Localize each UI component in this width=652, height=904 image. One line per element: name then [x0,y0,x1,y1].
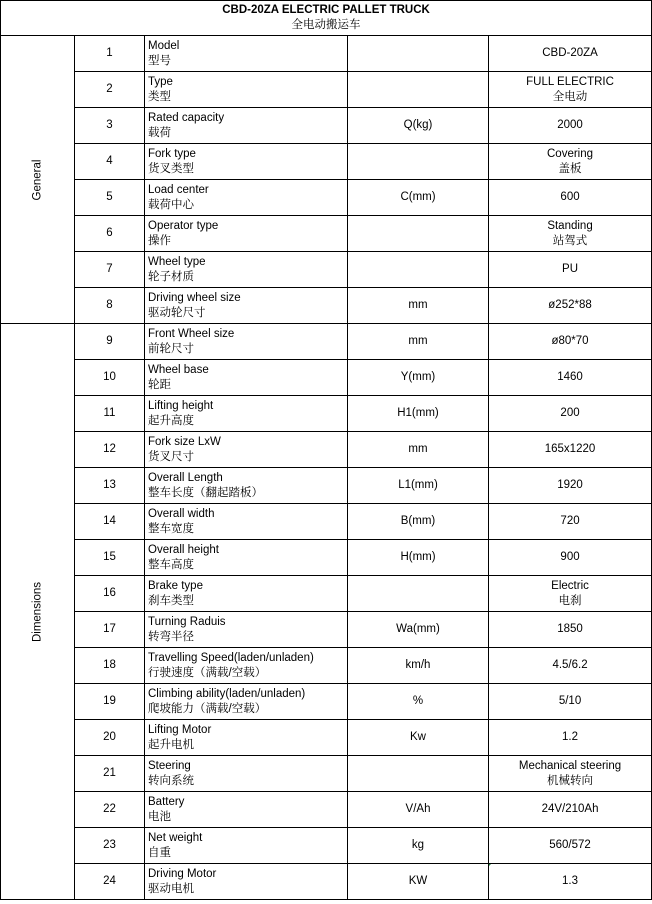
parameter-cell [145,864,348,900]
unit-cell: Q(kg) [348,108,489,144]
parameter-name-cn: 型号 [148,54,171,67]
parameter-name-en: Front Wheel size [148,327,235,340]
value-cell [489,36,652,72]
section-label: Dimensions [31,581,43,642]
value-primary: 4.5/6.2 [552,659,588,671]
table-row [1,216,652,252]
row-number: 4 [75,144,145,180]
unit-cell: mm [348,324,489,360]
parameter-name-en: Brake type [148,579,203,592]
table-row [1,360,652,396]
value-primary: 200 [560,407,580,419]
row-number: 18 [75,648,145,684]
row-number: 11 [75,396,145,432]
row-number: 20 [75,720,145,756]
value-primary: Standing [547,219,593,232]
parameter-name-en: Travelling Speed(laden/unladen) [148,651,314,664]
parameter-name-cn: 行驶速度（满载/空载） [148,666,267,679]
value-cell [489,288,652,324]
parameter-name-en: Climbing ability(laden/unladen) [148,687,306,700]
parameter-name-en: Wheel type [148,255,206,268]
value-cell [489,396,652,432]
parameter-cell [145,828,348,864]
parameter-cell [145,36,348,72]
row-number: 24 [75,864,145,900]
value-secondary: 站驾式 [552,234,588,247]
parameter-name-en: Overall height [148,543,219,556]
unit-cell: KW [348,864,489,900]
unit-cell [348,216,489,252]
unit-cell: L1(mm) [348,468,489,504]
table-row [1,864,652,900]
title-en: CBD-20ZA ELECTRIC PALLET TRUCK [222,4,430,16]
row-number: 16 [75,576,145,612]
table-row [1,540,652,576]
table-row [1,792,652,828]
unit-cell: mm [348,432,489,468]
parameter-cell [145,504,348,540]
value-cell [489,360,652,396]
value-cell [489,180,652,216]
unit-cell [348,36,489,72]
parameter-name-en: Model [148,39,180,52]
value-cell [489,828,652,864]
table-row [1,108,652,144]
table-row [1,684,652,720]
value-secondary: 电刹 [558,594,582,607]
table-row [1,612,652,648]
value-primary: 5/10 [558,695,582,707]
value-secondary: 机械转向 [547,774,594,787]
row-number: 12 [75,432,145,468]
value-cell [489,468,652,504]
row-number: 5 [75,180,145,216]
parameter-name-en: Fork size LxW [148,435,221,448]
value-cell [489,756,652,792]
value-cell [489,504,652,540]
parameter-name-cn: 载荷 [148,126,171,139]
value-cell [489,612,652,648]
value-cell [489,144,652,180]
section-dimensions [1,324,75,900]
value-primary: 2000 [557,119,583,131]
table-row [1,720,652,756]
parameter-name-cn: 前轮尺寸 [148,342,194,355]
row-number: 7 [75,252,145,288]
parameter-name-en: Fork type [148,147,196,160]
parameter-name-cn: 整车宽度 [148,522,194,535]
parameter-name-en: Steering [148,759,191,772]
value-primary: 1850 [557,623,583,635]
section-general [1,36,75,324]
parameter-name-cn: 自重 [148,846,171,859]
value-primary: 1.2 [562,731,579,743]
parameter-name-cn: 电池 [148,810,171,823]
parameter-cell [145,648,348,684]
value-cell [489,216,652,252]
value-cell [489,684,652,720]
row-number: 6 [75,216,145,252]
parameter-name-cn: 爬坡能力（满载/空载） [148,702,267,715]
table-row [1,504,652,540]
parameter-name-en: Driving Motor [148,867,217,880]
table-row [1,288,652,324]
value-cell [489,864,652,900]
table-row [1,828,652,864]
value-secondary: 盖板 [558,162,582,175]
unit-cell: kg [348,828,489,864]
parameter-name-cn: 转弯半径 [148,630,194,643]
value-primary: 1.3 [562,875,579,887]
parameter-cell [145,396,348,432]
value-cell [489,72,652,108]
parameter-name-cn: 货叉类型 [148,162,194,175]
parameter-name-en: Overall width [148,507,215,520]
row-number: 17 [75,612,145,648]
parameter-cell [145,576,348,612]
table-row [1,576,652,612]
parameter-cell [145,612,348,648]
parameter-cell [145,360,348,396]
row-number: 2 [75,72,145,108]
unit-cell: Y(mm) [348,360,489,396]
value-cell [489,540,652,576]
unit-cell: B(mm) [348,504,489,540]
row-number: 15 [75,540,145,576]
unit-cell: H1(mm) [348,396,489,432]
parameter-name-cn: 轮子材质 [148,270,194,283]
parameter-name-en: Driving wheel size [148,291,241,304]
parameter-cell [145,72,348,108]
section-label: General [31,159,43,200]
value-primary: 720 [560,515,580,527]
title-cn: 全电动搬运车 [291,19,361,31]
value-primary: 560/572 [549,839,591,851]
unit-cell: V/Ah [348,792,489,828]
parameter-name-cn: 货叉尺寸 [148,450,194,463]
parameter-name-en: Type [148,75,173,88]
parameter-name-cn: 操作 [148,234,171,247]
parameter-cell [145,720,348,756]
parameter-name-cn: 刹车类型 [148,594,194,607]
table-row [1,432,652,468]
value-cell [489,792,652,828]
parameter-cell [145,432,348,468]
table-row [1,252,652,288]
parameter-name-cn: 轮距 [148,378,171,391]
table-row [1,396,652,432]
row-number: 19 [75,684,145,720]
table-row [1,756,652,792]
parameter-cell [145,792,348,828]
value-primary: 1920 [557,479,583,491]
value-secondary: 全电动 [552,90,588,103]
table-row [1,180,652,216]
value-cell [489,252,652,288]
parameter-cell [145,540,348,576]
row-number: 3 [75,108,145,144]
unit-cell [348,252,489,288]
value-primary: Covering [547,147,594,160]
unit-cell [348,756,489,792]
table-row [1,468,652,504]
parameter-name-en: Net weight [148,831,203,844]
value-cell [489,720,652,756]
cell-comment-marker [489,864,494,868]
value-cell [489,108,652,144]
value-cell [489,576,652,612]
parameter-cell [145,180,348,216]
parameter-name-cn: 起升电机 [148,738,194,751]
unit-cell: C(mm) [348,180,489,216]
parameter-cell [145,756,348,792]
unit-cell [348,576,489,612]
value-primary: 24V/210Ah [541,803,599,815]
parameter-name-cn: 驱动轮尺寸 [148,306,206,319]
parameter-cell [145,144,348,180]
value-primary: Mechanical steering [518,759,622,772]
parameter-name-cn: 起升高度 [148,414,194,427]
parameter-name-en: Lifting height [148,399,214,412]
row-number: 8 [75,288,145,324]
parameter-cell [145,252,348,288]
parameter-name-en: Wheel base [148,363,209,376]
value-cell [489,324,652,360]
parameter-cell [145,288,348,324]
row-number: 22 [75,792,145,828]
value-primary: 1460 [557,371,583,383]
unit-cell [348,72,489,108]
value-primary: CBD-20ZA [542,47,598,59]
value-primary: ø80*70 [551,335,589,347]
parameter-name-cn: 整车长度（翻起踏板） [148,486,263,499]
parameter-name-en: Operator type [148,219,219,232]
parameter-name-en: Rated capacity [148,111,225,124]
row-number: 1 [75,36,145,72]
table-row [1,144,652,180]
parameter-cell [145,468,348,504]
parameter-cell [145,684,348,720]
table-row [1,648,652,684]
parameter-cell [145,216,348,252]
unit-cell: mm [348,288,489,324]
value-primary: PU [562,263,579,275]
title-row [1,1,652,36]
unit-cell: H(mm) [348,540,489,576]
parameter-name-en: Lifting Motor [148,723,212,736]
value-cell [489,648,652,684]
table-row [1,72,652,108]
parameter-name-cn: 转向系统 [148,774,194,787]
value-primary: 165x1220 [544,443,596,455]
unit-cell [348,144,489,180]
row-number: 14 [75,504,145,540]
value-primary: 600 [560,191,580,203]
row-number: 10 [75,360,145,396]
parameter-name-en: Turning Raduis [148,615,226,628]
parameter-cell [145,108,348,144]
parameter-name-en: Battery [148,795,185,808]
value-cell [489,432,652,468]
table-title [1,1,652,36]
parameter-name-cn: 载荷中心 [148,198,194,211]
parameter-name-cn: 整车高度 [148,558,194,571]
unit-cell: % [348,684,489,720]
value-primary: 900 [560,551,580,563]
row-number: 13 [75,468,145,504]
parameter-cell [145,324,348,360]
value-primary: FULL ELECTRIC [526,75,614,88]
parameter-name-en: Load center [148,183,209,196]
value-primary: ø252*88 [548,299,592,311]
row-number: 9 [75,324,145,360]
parameter-name-cn: 类型 [148,90,171,103]
row-number: 21 [75,756,145,792]
unit-cell: km/h [348,648,489,684]
row-number: 23 [75,828,145,864]
parameter-name-cn: 驱动电机 [148,882,194,895]
parameter-name-en: Overall Length [148,471,223,484]
unit-cell: Wa(mm) [348,612,489,648]
table-row [1,36,652,72]
table-row [1,324,652,360]
unit-cell: Kw [348,720,489,756]
value-primary: Electric [551,579,589,592]
